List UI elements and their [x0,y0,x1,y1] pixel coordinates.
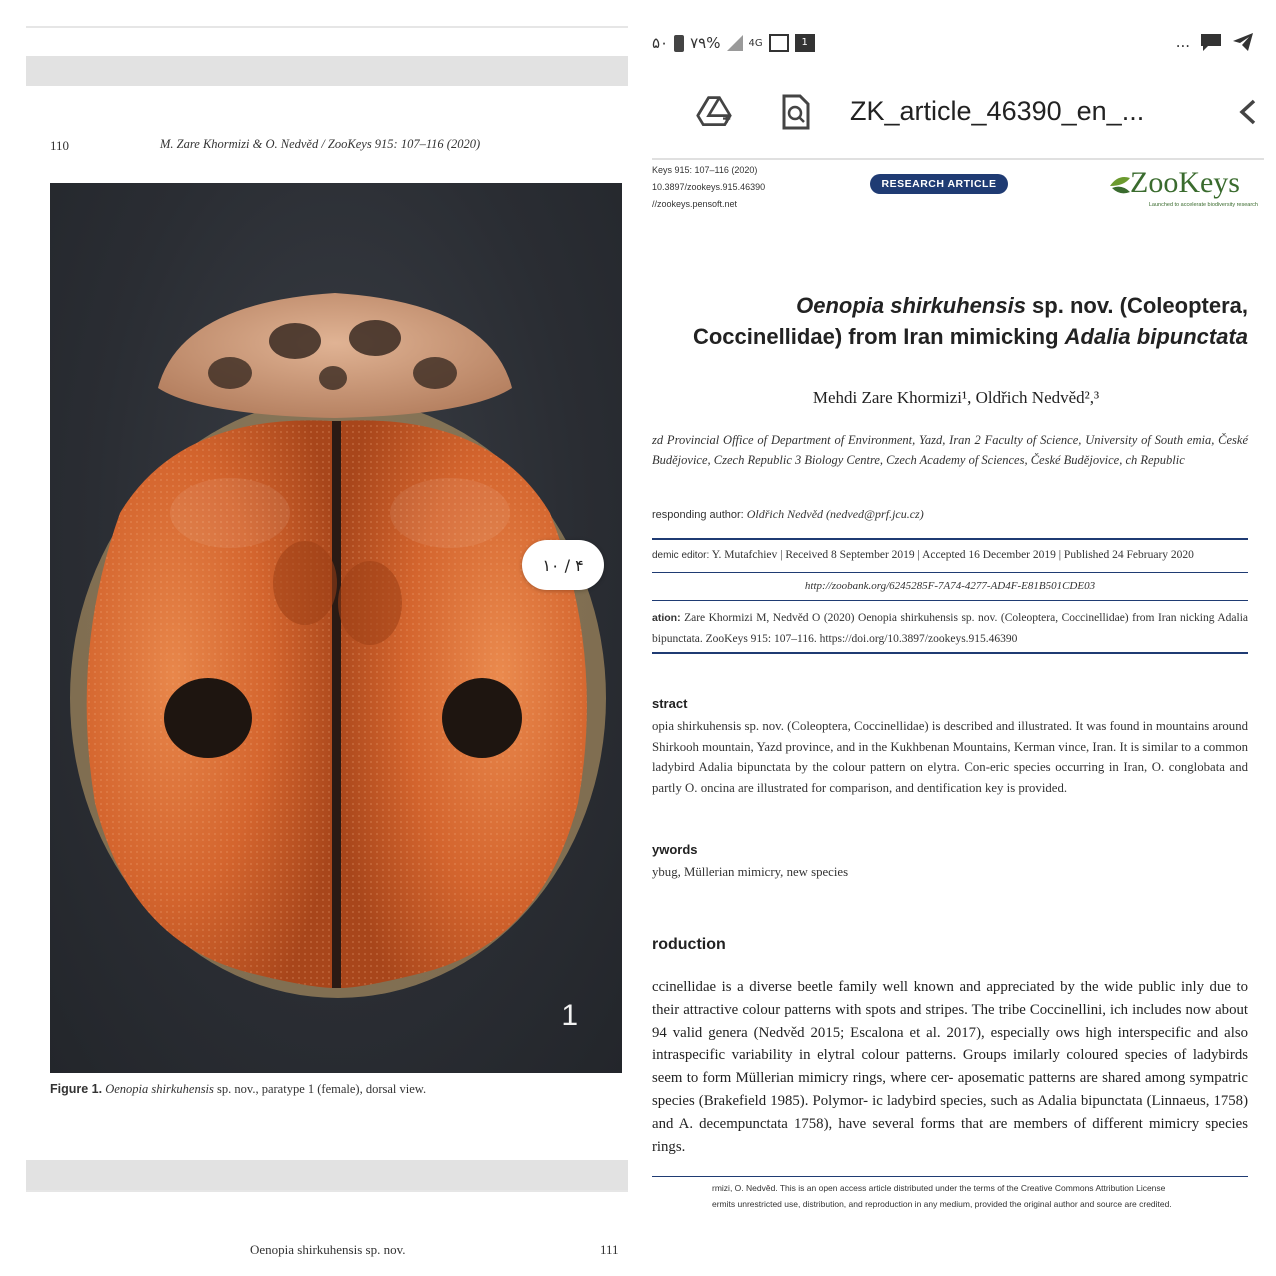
keywords-heading: ywords [652,842,698,857]
citation-label: ation: [652,612,681,624]
abstract-heading: stract [652,696,688,711]
citation [652,608,1248,650]
ladybird-illustration [50,183,622,1073]
zookeys-leaf-icon [1108,172,1132,198]
status-bar [640,28,1276,64]
signal-icon [727,35,743,51]
toolbar-divider [652,158,1264,160]
status-right [1176,32,1254,52]
license-line: ermits unrestricted use, distribution, and reproduction in any medium, provided the original author and source are credited. [712,1199,1172,1209]
header-rule [652,572,1248,573]
title-species: Adalia bipunctata [1064,324,1248,349]
corresponding-value: Oldřich Nedvěd (nedved@prf.jcu.cz) [743,507,924,521]
journal-meta [652,162,765,213]
title-text: sp. nov. (Coleoptera, [1025,293,1248,318]
license-text [712,1180,1248,1212]
more-notifications: ... [1175,33,1190,51]
research-article-badge: RESEARCH ARTICLE [870,174,1008,194]
zookeys-tagline: Launched to accelerate biodiversity research [1148,202,1258,208]
viewer-toolbar [640,82,1276,144]
battery-icon [674,35,684,52]
signal-box-icon [769,34,789,52]
figure-caption-text: sp. nov., paratype 1 (female), dorsal view. [213,1082,427,1096]
right-pdf-viewer [640,0,1276,1276]
running-head: M. Zare Khormizi & O. Nedvěd / ZooKeys 915: 107–116 (2020) [160,137,481,151]
search-in-document-icon[interactable] [778,94,814,130]
introduction-text: ccinellidae is a diverse beetle family well known and appreciated by the wide public inly due to their attractive colour patterns with spots and stripes. The tribe Coccinellini, ich includes now about 94 valid genera (Nedvěd 2015; Escalona et al. 2017), especially ows high interspecific and also intraspecific variability in elytral colour patterns. Groups imilarly coloured species of ladybirds seem to form Müllerian mimicry rings, where cer- aposematic patterns are shared among sympatric species (Brakefield 1985). Polymor- ic ladybird species, such as Adalia bipunctata (Linnaeus, 1758) and A. decempunctata 1758), have several forms that are members of different mimicry species rings. [652,979,1248,1155]
page-number: 110 [50,138,70,153]
network-type: 4G [748,37,763,49]
citation-value: Zare Khormizi M, Nedvěd O (2020) Oenopia shirkuhensis sp. nov. (Coleoptera, Coccinellidae) from Iran nicking Adalia bipunctata. ZooKeys 915: 107–116. https://doi.org/10.3897/zookeys.915.46390 [652,612,1248,645]
ladybird-photo [50,183,622,1073]
authors: Mehdi Zare Khormizi¹, Oldřich Nedvěd²,³ [812,388,1100,407]
editor-value: Y. Mutafchiev | Received 8 September 2019 | Accepted 16 December 2019 | Published 24 February 2020 [709,549,1194,561]
header-rule [652,652,1248,654]
editor-label: demic editor: [652,550,710,561]
drive-add-icon[interactable] [696,94,732,130]
introduction-heading: roduction [652,936,726,953]
pdf-page [652,162,1260,1276]
sim-badge: 1 [795,34,815,52]
corresponding-author [652,507,924,522]
chat-icon [1200,32,1222,52]
affiliations: zd Provincial Office of Department of Environment, Yazd, Iran 2 Faculty of Science, University of South emia, České Budějovice, Czech Republic 3 Biology Centre, Czech Academy of Sciences, České Budějovice, ch Republic [652,433,1248,467]
article-title [652,290,1248,352]
journal-meta-line: //zookeys.pensoft.net [652,199,738,209]
zoobank-link[interactable]: http://zoobank.org/6245285F-7A74-4277-AD4F-E81B501CDE03 [804,580,1096,592]
keywords-text: ybug, Müllerian mimicry, new species [652,865,849,879]
figure-caption-species: Oenopia shirkuhensis [105,1082,214,1096]
title-text: Coccinellidae) from Iran mimicking [692,324,1065,349]
license-line: rmizi, O. Nedvěd. This is an open access article distributed under the terms of the Creative Commons Attribution License [712,1183,1166,1193]
abstract-text: opia shirkuhensis sp. nov. (Coleoptera, Coccinellidae) is described and illustrated. It was found in mountains around Shirkooh mountain, Yazd province, and in the Kukhbenan Mountains, Kerman vince, Iran. It is similar to a common ladybird Adalia bipunctata by the colour pattern on elytra. Con-eric species occurring in Iran, O. conglobata and partly O. oncina are illustrated for comparison, and dentification key is provided. [652,719,1248,795]
zookeys-name: ZooKeys [1130,166,1240,199]
journal-meta-line: Keys 915: 107–116 (2020) [652,165,758,175]
back-arrow-icon[interactable] [1230,94,1266,130]
status-time: ۵۰ [652,34,669,52]
figure-caption-label: Figure 1. [50,1082,103,1096]
status-left [652,34,815,52]
battery-percent: ۷۹% [690,34,721,52]
header-rule [652,538,1248,540]
file-title: ZK_article_46390_en_... [850,96,1145,126]
page-gap [26,1160,628,1190]
journal-meta-line: 10.3897/zookeys.915.46390 [652,182,766,192]
figure-caption [50,1082,426,1097]
telegram-icon [1232,32,1254,52]
photo-number: 1 [561,999,578,1032]
page-gap [26,56,628,86]
next-page-number: 111 [600,1242,619,1257]
next-page-running-head: Oenopia shirkuhensis sp. nov. [250,1242,406,1257]
page-divider [26,1190,628,1192]
page-indicator[interactable]: ۱۰ / ۴ [522,540,604,590]
header-rule [652,600,1248,601]
zookeys-logo [1108,164,1258,214]
title-species: Oenopia shirkuhensis [796,293,1026,318]
corresponding-label: responding author: [652,509,744,521]
footer-rule [652,1176,1248,1177]
page-divider [26,26,628,28]
editor-line [652,549,1248,561]
